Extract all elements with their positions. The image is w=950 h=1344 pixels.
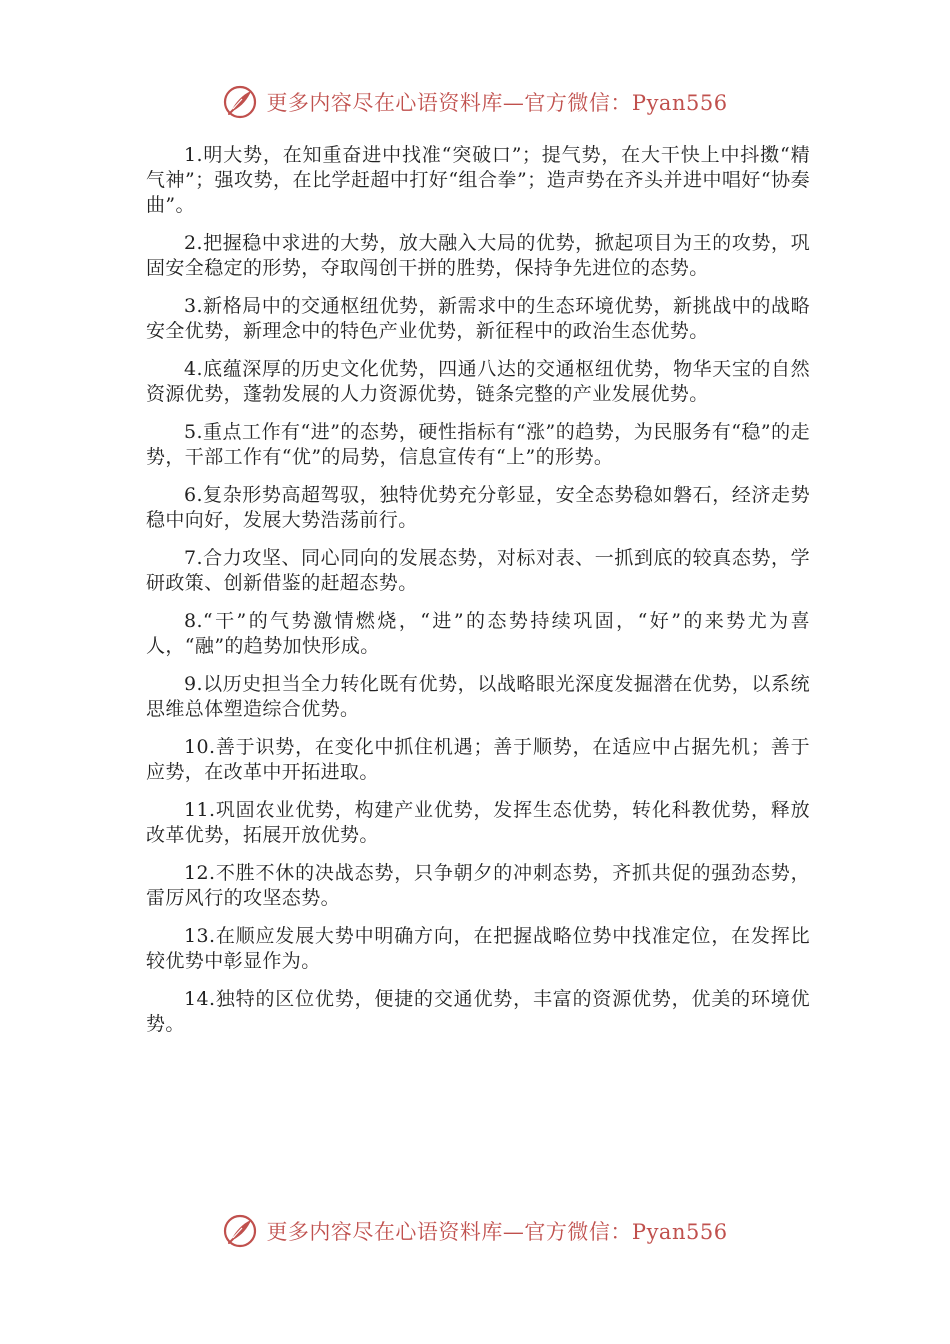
paragraph-10: 10.善于识势，在变化中抓住机遇；善于顺势，在适应中占据先机；善于应势，在改革中开拓进取。 — [146, 736, 810, 783]
footer-banner-text: 更多内容尽在心语资料库—官方微信：Pyan556 — [266, 1220, 728, 1244]
paragraph-13: 13.在顺应发展大势中明确方向，在把握战略位势中找准定位，在发挥比较优势中彰显作为。 — [146, 925, 810, 972]
feather-pen-logo-icon — [222, 1213, 258, 1249]
header-banner-text: 更多内容尽在心语资料库—官方微信：Pyan556 — [266, 91, 728, 115]
paragraph-14: 14.独特的区位优势，便捷的交通优势，丰富的资源优势，优美的环境优势。 — [146, 988, 810, 1035]
paragraph-4: 4.底蕴深厚的历史文化优势，四通八达的交通枢纽优势，物华天宝的自然资源优势，蓬勃发展的人力资源优势，链条完整的产业发展优势。 — [146, 358, 810, 405]
header-banner — [0, 82, 950, 122]
paragraph-7: 7.合力攻坚、同心同向的发展态势，对标对表、一抓到底的较真态势，学研政策、创新借鉴的赶超态势。 — [146, 547, 810, 594]
paragraph-6: 6.复杂形势高超驾驭，独特优势充分彰显，安全态势稳如磐石，经济走势稳中向好，发展大势浩荡前行。 — [146, 484, 810, 531]
paragraph-3: 3.新格局中的交通枢纽优势，新需求中的生态环境优势，新挑战中的战略安全优势，新理念中的特色产业优势，新征程中的政治生态优势。 — [146, 295, 810, 342]
paragraph-12: 12.不胜不休的决战态势，只争朝夕的冲刺态势，齐抓共促的强劲态势，雷厉风行的攻坚态势。 — [146, 862, 810, 909]
document-body — [146, 143, 810, 1050]
paragraph-9: 9.以历史担当全力转化既有优势，以战略眼光深度发掘潜在优势，以系统思维总体塑造综合优势。 — [146, 673, 810, 720]
feather-pen-logo-icon — [222, 84, 258, 120]
paragraph-5: 5.重点工作有“进”的态势，硬性指标有“涨”的趋势，为民服务有“稳”的走势，干部工作有“优”的局势，信息宣传有“上”的形势。 — [146, 421, 810, 468]
paragraph-2: 2.把握稳中求进的大势，放大融入大局的优势，掀起项目为王的攻势，巩固安全稳定的形势，夺取闯创干拼的胜势，保持争先进位的态势。 — [146, 232, 810, 279]
paragraph-1: 1.明大势，在知重奋进中找准“突破口”；提气势，在大干快上中抖擞“精气神”；强攻势，在比学赶超中打好“组合拳”；造声势在齐头并进中唱好“协奏曲”。 — [146, 144, 810, 216]
paragraph-8: 8.“干”的气势激情燃烧，“进”的态势持续巩固，“好”的来势尤为喜人，“融”的趋势加快形成。 — [146, 610, 810, 657]
footer-banner — [0, 1211, 950, 1251]
paragraph-11: 11.巩固农业优势，构建产业优势，发挥生态优势，转化科教优势，释放改革优势，拓展开放优势。 — [146, 799, 810, 846]
